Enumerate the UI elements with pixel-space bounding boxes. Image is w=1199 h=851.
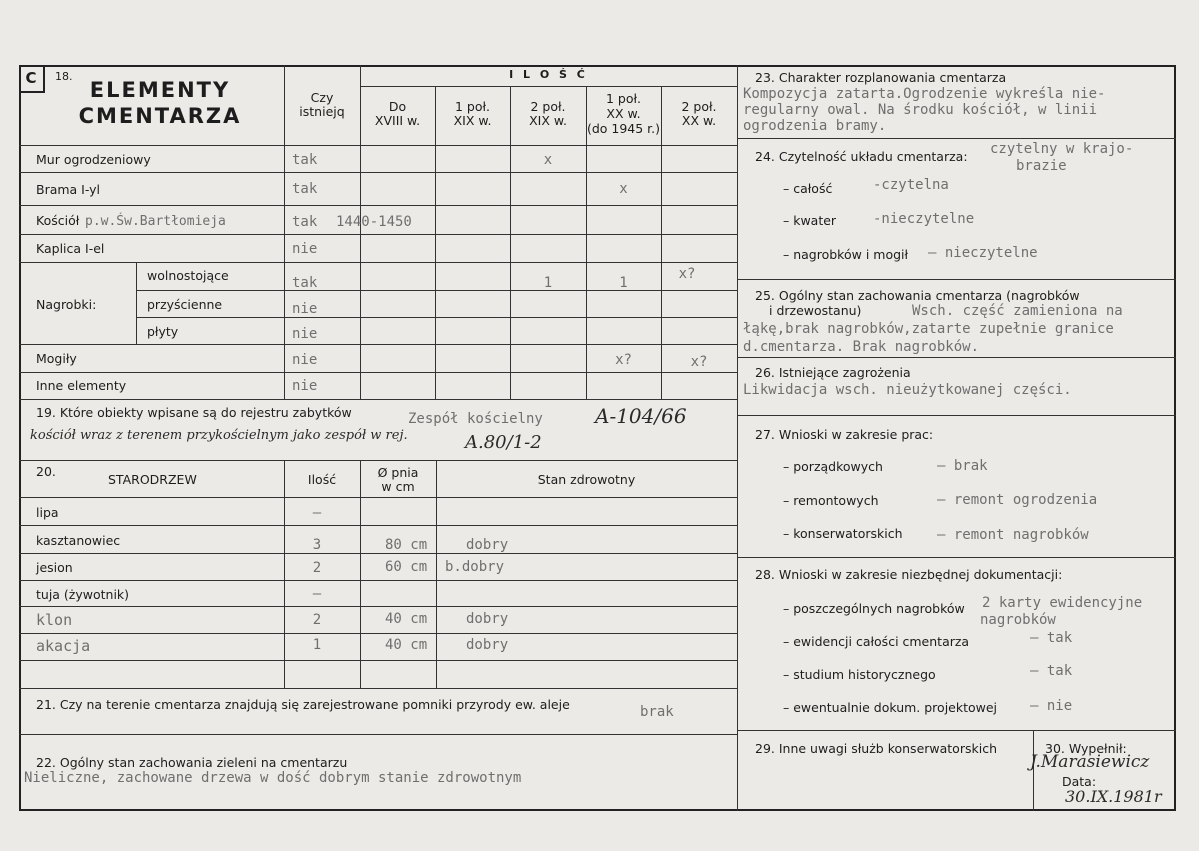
q20-header-diam: Ø pnia [377, 465, 419, 480]
row-exists: tak [292, 275, 318, 291]
divider [136, 262, 137, 344]
row-label: Mur ogrodzeniowy [36, 152, 151, 167]
tree-diam: 40 cm [385, 611, 428, 627]
col-header: (do 1945 r.) [586, 121, 661, 136]
q23-line: regularny owal. Na środku kościół, w linii [743, 102, 1098, 118]
row-label: Brama I-yl [36, 182, 101, 197]
divider [19, 262, 737, 263]
q27-item-label: – remontowych [783, 493, 879, 508]
tree-name: jesion [36, 560, 73, 575]
col-header: XVIII w. [374, 113, 421, 128]
q20-number: 20. [36, 464, 56, 479]
divider [19, 234, 737, 235]
q26-value: Likwidacja wsch. nieużytkowanej części. [743, 382, 1072, 398]
row-exists: nie [292, 378, 318, 394]
divider [19, 553, 737, 554]
q27-item-label: – porządkowych [783, 459, 883, 474]
tree-health: dobry [466, 637, 509, 653]
row-mark: x? [678, 266, 696, 282]
row-exists: tak [292, 214, 318, 230]
q29-label: 29. Inne uwagi służb konserwatorskich [755, 741, 997, 756]
q19-handwritten-number: A.80/1-2 [465, 432, 542, 453]
divider [136, 317, 737, 318]
row-sublabel: wolnostojące [147, 268, 229, 283]
col-exists-l2: istniejq [299, 104, 345, 119]
row-label: Inne elementy [36, 378, 127, 393]
q28-item-label: – studium historycznego [783, 667, 936, 682]
q25-line: Wsch. część zamieniona na [912, 303, 1123, 319]
row-mark: 1 [543, 275, 553, 291]
divider [360, 86, 737, 87]
tree-diam: 40 cm [385, 637, 428, 653]
q24-item-value: – nieczytelne [928, 245, 1038, 261]
tree-qty: 2 [312, 612, 322, 628]
quantity-header: I L O Ś Ć [509, 68, 588, 81]
col-header: 1 poł. [605, 91, 642, 106]
q21-value: brak [640, 704, 674, 720]
row-exists: nie [292, 326, 318, 342]
divider-main [737, 65, 738, 811]
row-exists: nie [292, 301, 318, 317]
section-title-line1: ELEMENTY [89, 78, 231, 102]
q25-line: d.cmentarza. Brak nagrobków. [743, 339, 980, 355]
q25-line: łąkę,brak nagrobków,zatarte zupełnie granice [743, 321, 1114, 337]
q24-value: brazie [1016, 158, 1067, 174]
divider [19, 633, 737, 634]
q28-item-label: – ewentualnie dokum. projektowej [783, 700, 998, 715]
q20-header-qty: Ilość [307, 472, 337, 487]
tree-name: akacja [36, 637, 91, 655]
tree-health: dobry [466, 537, 509, 553]
q24-item-value: -czytelna [873, 177, 949, 193]
divider [737, 279, 1176, 280]
q20-header-health: Stan zdrowotny [537, 472, 636, 487]
church-dates: 1440-1450 [336, 214, 412, 230]
row-mark: x? [615, 352, 632, 368]
q25-label: i drzewostanu) [769, 303, 862, 318]
divider [510, 86, 511, 400]
col-header: XX w. [606, 106, 641, 121]
row-exists: tak [292, 181, 318, 197]
q24-item-label: – nagrobków i mogił [783, 247, 909, 262]
row-label: Mogiły [36, 351, 77, 366]
divider [435, 86, 436, 400]
row-exists: tak [292, 152, 318, 168]
tree-qty: – [312, 586, 322, 602]
section-number: 18. [55, 70, 73, 83]
divider [19, 734, 737, 735]
col-header: XX w. [681, 113, 717, 128]
row-exists: nie [292, 241, 318, 257]
q24-item-label: – kwater [783, 213, 837, 228]
col-exists-l1: Czy [310, 90, 334, 105]
q19-typed: Zespół kościelny [408, 411, 543, 427]
q28-item-value: – nie [1030, 698, 1073, 714]
q23-line: Kompozycja zatarta.Ogrodzenie wykreśla nie- [743, 86, 1106, 102]
divider [360, 460, 361, 688]
divider [19, 525, 737, 526]
q28-item-value: – tak [1030, 630, 1073, 646]
row-label: Nagrobki: [36, 297, 97, 312]
tree-qty: – [312, 505, 322, 521]
divider [436, 460, 437, 688]
tree-name: kasztanowiec [36, 533, 121, 548]
q20-header-name: STARODRZEW [108, 472, 197, 487]
row-mark: x [543, 152, 553, 168]
divider [19, 145, 737, 146]
divider [661, 86, 662, 400]
row-label: Kościół [36, 213, 80, 228]
q28-item-label: – poszczególnych nagrobków [783, 601, 965, 616]
row-mark: x [619, 181, 628, 197]
col-header: 1 poł. [454, 99, 491, 114]
divider [19, 688, 737, 689]
divider [19, 344, 737, 345]
divider [19, 580, 737, 581]
tree-name: lipa [36, 505, 59, 520]
church-dedication: p.w.Św.Bartłomieja [85, 214, 226, 229]
row-exists: nie [292, 352, 318, 368]
divider [19, 460, 737, 461]
q30-date: 30.IX.1981r [1065, 787, 1162, 806]
row-sublabel: przyścienne [147, 297, 223, 312]
tree-health: b.dobry [445, 559, 505, 575]
q21-label: 21. Czy na terenie cmentarza znajdują się zarejestrowane pomniki przyrody ew. aleje [36, 697, 570, 712]
q27-label: 27. Wnioski w zakresie prac: [755, 427, 934, 442]
divider [737, 415, 1176, 416]
col-header: 2 poł. [530, 99, 566, 114]
divider [737, 730, 1176, 731]
divider [19, 660, 737, 661]
q27-item-value: – remont nagrobków [937, 527, 1089, 543]
tree-name: tuja (żywotnik) [36, 587, 130, 602]
tree-health: dobry [466, 611, 509, 627]
q23-label: 23. Charakter rozplanowania cmentarza [755, 70, 1007, 85]
row-mark: x? [690, 354, 708, 370]
q28-label: 28. Wnioski w zakresie niezbędnej dokumentacji: [755, 567, 1063, 582]
col-header: Do [388, 99, 407, 114]
q22-value: Nieliczne, zachowane drzewa w dość dobrym stanie zdrowotnym [24, 770, 522, 786]
q28-item-value: 2 karty ewidencyjne [982, 595, 1143, 611]
q19-label: 19. Które obiekty wpisane są do rejestru zabytków [36, 405, 352, 420]
q28-item-value: nagrobków [980, 612, 1056, 628]
tree-diam: 80 cm [385, 537, 428, 553]
row-sublabel: płyty [147, 324, 179, 339]
divider [19, 205, 737, 206]
tree-qty: 1 [312, 637, 322, 653]
col-header: XIX w. [453, 113, 492, 128]
divider [737, 557, 1176, 558]
divider [19, 497, 737, 498]
q23-line: ogrodzenia bramy. [743, 118, 887, 134]
tree-qty: 2 [312, 560, 322, 576]
tree-name: klon [36, 611, 73, 629]
q19-handwritten-note: kościół wraz z terenem przykościelnym jako zespół w rej. [30, 428, 408, 443]
section-title-line2: CMENTARZA [78, 104, 242, 128]
row-mark: 1 [619, 275, 628, 291]
q27-item-label: – konserwatorskich [783, 526, 903, 541]
q28-item-value: – tak [1030, 663, 1073, 679]
row-label: Kaplica I-el [36, 241, 105, 256]
divider [19, 372, 737, 373]
divider [19, 606, 737, 607]
divider [19, 399, 737, 400]
section-letter-box: C [19, 65, 45, 93]
q25-label: 25. Ogólny stan zachowania cmentarza (nagrobków [755, 288, 1080, 303]
tree-diam: 60 cm [385, 559, 428, 575]
q19-handwritten-register: A-104/66 [595, 404, 687, 428]
q30-date-label: Data: [1062, 774, 1097, 789]
q24-item-label: – całość [783, 181, 833, 196]
q24-value: czytelny w krajo- [990, 141, 1134, 157]
q24-item-value: -nieczytelne [873, 211, 975, 227]
q30-label: 30. Wypełnił: [1045, 741, 1127, 756]
col-header: XIX w. [529, 113, 567, 128]
divider [737, 138, 1176, 139]
q27-item-value: – brak [937, 458, 988, 474]
divider [19, 172, 737, 173]
q28-item-label: – ewidencji całości cmentarza [783, 634, 970, 649]
col-header: 2 poł. [681, 99, 717, 114]
signature: J.Marasiewicz [1030, 752, 1150, 772]
q27-item-value: – remont ogrodzenia [937, 492, 1098, 508]
q22-label: 22. Ogólny stan zachowania zieleni na cmentarzu [36, 755, 348, 770]
q26-label: 26. Istniejące zagrożenia [755, 365, 911, 380]
q24-label: 24. Czytelność układu cmentarza: [755, 149, 968, 164]
divider [737, 357, 1176, 358]
tree-qty: 3 [312, 537, 322, 553]
q20-header-diam: w cm [381, 479, 415, 494]
